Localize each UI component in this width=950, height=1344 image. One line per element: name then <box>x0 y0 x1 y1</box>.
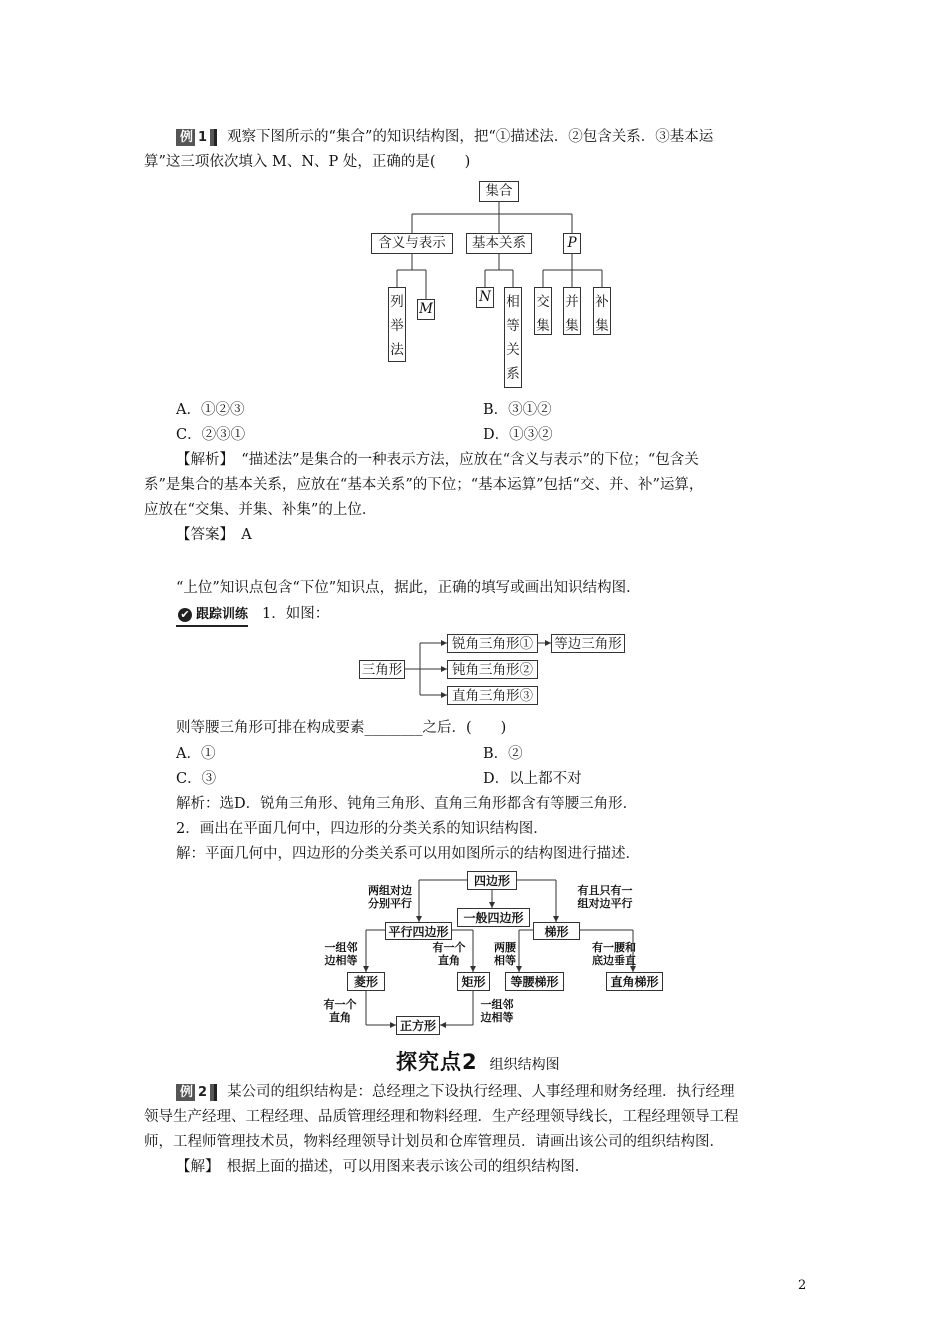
quad-label-legs-equal: 两腰 相等 <box>494 941 516 967</box>
example-1-option-d: D．①③② <box>483 427 553 443</box>
set-tree-root: 集合 <box>479 181 519 202</box>
quad-general: 一般四边形 <box>457 908 530 927</box>
example-1-option-b: B．③①② <box>483 402 552 418</box>
example-2-paragraph-line-1: 例 2 某公司的组织结构是：总经理之下设执行经理、人事经理和财务经理．执行经理 <box>176 1082 735 1102</box>
triangle-equilateral: 等边三角形 <box>551 634 625 653</box>
example-2-solution: 【解】 根据上面的描述，可以用图来表示该公司的组织结构图． <box>176 1159 590 1175</box>
set-tree-intersection: 交集 <box>534 287 552 335</box>
example-1-option-a: A．①②③ <box>176 402 245 418</box>
quad-label-adjacent-equal: 一组邻 边相等 <box>324 941 358 967</box>
quad-label-leg-perpendicular: 有一腰和 底边垂直 <box>592 941 636 967</box>
quad-label-square-adjacent-equal: 一组邻 边相等 <box>480 998 514 1024</box>
example-2-paragraph-line-3: 师，工程师管理技术员，物料经理领导计划员和仓库管理员．请画出该公司的组织结构图． <box>144 1134 724 1150</box>
example-1-analysis-line-2: 系”是集合的基本关系，应放在“基本关系”的下位；“基本运算”包括“交、并、补”运算， <box>144 477 704 493</box>
quad-square: 正方形 <box>396 1016 440 1035</box>
example-1-analysis-line-3: 应放在“交集、并集、补集”的上位． <box>144 502 377 518</box>
example-1-analysis-line-1: 【解析】 “描述法”是集合的一种表示方法，应放在“含义与表示”的下位；“包含关 <box>176 452 699 468</box>
set-tree-relation: 基本关系 <box>466 233 532 254</box>
set-tree-p: P <box>563 233 581 254</box>
example-1-option-c: C．②③① <box>176 427 246 443</box>
quad-parallelogram: 平行四边形 <box>385 922 452 940</box>
quad-rectangle: 矩形 <box>457 972 490 991</box>
triangle-root: 三角形 <box>359 660 405 679</box>
check-icon: ✔ <box>178 608 192 622</box>
quad-label-two-pairs-parallel: 两组对边 分别平行 <box>368 884 412 910</box>
follow-up-option-a: A．① <box>176 746 216 762</box>
section-heading-title: 探究点2 <box>396 1050 478 1074</box>
quad-rhombus: 菱形 <box>347 972 385 991</box>
set-tree-enumeration: 列举法 <box>388 287 406 362</box>
set-tree-equal: 相等关系 <box>504 287 522 388</box>
quad-root: 四边形 <box>467 871 517 890</box>
section-heading-subtitle: 组织结构图 <box>489 1057 560 1073</box>
set-tree-meaning: 含义与表示 <box>371 233 453 254</box>
quad-isosceles-trapezoid: 等腰梯形 <box>505 972 564 991</box>
section-heading <box>396 1046 560 1076</box>
follow-up-solution-2: 解：平面几何中，四边形的分类关系可以用如图所示的结构图进行描述． <box>176 846 640 862</box>
quad-label-right-angle: 有一个 直角 <box>432 941 466 967</box>
follow-up-option-c: C．③ <box>176 771 217 787</box>
example-2-tag: 例 2 <box>176 1084 217 1101</box>
follow-up-option-b: B．② <box>483 746 523 762</box>
follow-up-solution-1: 解析：选D．锐角三角形、钝角三角形、直角三角形都含有等腰三角形． <box>176 796 638 812</box>
example-1-question-line-2: 算”这三项依次填入 M、N、P 处，正确的是( ) <box>144 154 471 170</box>
triangle-right: 直角三角形③ <box>447 686 538 705</box>
follow-up-header: ✔ 跟踪训练 1．如图： <box>176 604 329 627</box>
set-tree-union: 并集 <box>563 287 581 335</box>
quad-label-square-right-angle: 有一个 直角 <box>323 998 357 1024</box>
quad-label-one-pair-parallel: 有且只有一 组对边平行 <box>577 884 633 910</box>
method-tip: “上位”知识点包含“下位”知识点，据此，正确的填写或画出知识结构图． <box>176 580 641 596</box>
example-2-paragraph-line-2: 领导生产经理、工程经理、品质管理经理和物料经理．生产经理领导线长，工程经理领导工程 <box>144 1109 739 1125</box>
triangle-acute: 锐角三角形① <box>447 634 538 653</box>
set-tree-n: N <box>476 287 494 308</box>
set-tree-m: M <box>417 299 435 320</box>
follow-up-option-d: D．以上都不对 <box>483 771 582 787</box>
page-number: 2 <box>798 1278 807 1293</box>
quad-right-trapezoid: 直角梯形 <box>606 972 663 991</box>
quad-trapezoid: 梯形 <box>533 922 580 940</box>
example-1-question-line-1: 例 1 观察下图所示的“集合”的知识结构图，把“①描述法．②包含关系．③基本运 <box>176 127 713 147</box>
example-1-answer: 【答案】 A <box>176 527 252 543</box>
triangle-obtuse: 钝角三角形② <box>447 660 538 679</box>
example-1-tag: 例 1 <box>176 129 217 146</box>
follow-up-question-2: 2．画出在平面几何中，四边形的分类关系的知识结构图． <box>176 821 548 837</box>
set-tree-complement: 补集 <box>593 287 611 335</box>
follow-up-tag: ✔ 跟踪训练 <box>176 605 248 627</box>
follow-up-question-1b: 则等腰三角形可排在构成要素________之后．( ) <box>176 720 507 736</box>
